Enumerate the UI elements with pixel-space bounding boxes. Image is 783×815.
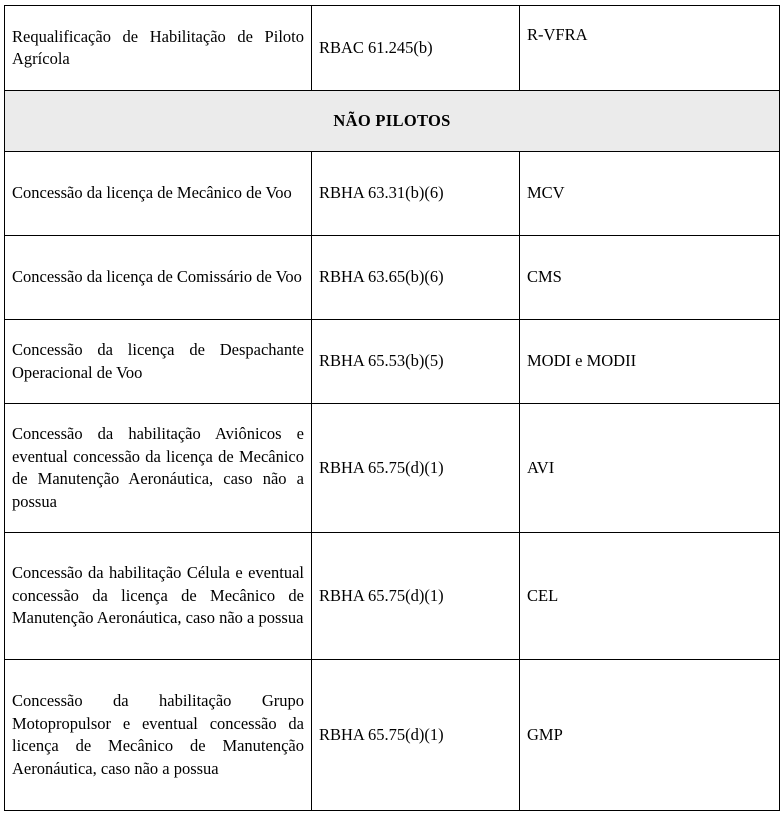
code-cell: MODI e MODII	[520, 320, 780, 404]
regulation-cell: RBHA 65.53(b)(5)	[312, 320, 520, 404]
code-cell: CMS	[520, 236, 780, 320]
code-cell: GMP	[520, 660, 780, 811]
section-title: NÃO PILOTOS	[5, 91, 780, 152]
table-row	[5, 152, 780, 236]
regulation-cell: RBHA 65.75(d)(1)	[312, 404, 520, 533]
description-cell: Concessão da habilitação Aviônicos e eventual concessão da licença de Mecânico de Manutenção Aeronáutica, caso não a possua	[5, 404, 312, 533]
table-row	[5, 320, 780, 404]
regulation-cell: RBAC 61.245(b)	[312, 6, 520, 91]
regulation-cell: RBHA 65.75(d)(1)	[312, 533, 520, 660]
regulation-cell: RBHA 65.75(d)(1)	[312, 660, 520, 811]
code-cell: R-VFRA	[520, 6, 780, 91]
description-cell: Concessão da habilitação Grupo Motopropulsor e eventual concessão da licença de Mecânico de Manutenção Aeronáutica, caso não a possua	[5, 660, 312, 811]
table-row	[5, 533, 780, 660]
table-row-top	[5, 6, 780, 91]
description-cell: Concessão da licença de Despachante Operacional de Voo	[5, 320, 312, 404]
requirements-table	[4, 5, 780, 811]
code-cell: AVI	[520, 404, 780, 533]
code-cell: MCV	[520, 152, 780, 236]
table-row	[5, 660, 780, 811]
section-header-row	[5, 91, 780, 152]
regulation-cell: RBHA 63.31(b)(6)	[312, 152, 520, 236]
description-cell: Concessão da licença de Comissário de Voo	[5, 236, 312, 320]
code-cell: CEL	[520, 533, 780, 660]
regulation-cell: RBHA 63.65(b)(6)	[312, 236, 520, 320]
description-cell: Concessão da habilitação Célula e eventual concessão da licença de Mecânico de Manutenção Aeronáutica, caso não a possua	[5, 533, 312, 660]
description-cell: Requalificação de Habilitação de Piloto Agrícola	[5, 6, 312, 91]
description-cell: Concessão da licença de Mecânico de Voo	[5, 152, 312, 236]
table-row	[5, 236, 780, 320]
table-row	[5, 404, 780, 533]
